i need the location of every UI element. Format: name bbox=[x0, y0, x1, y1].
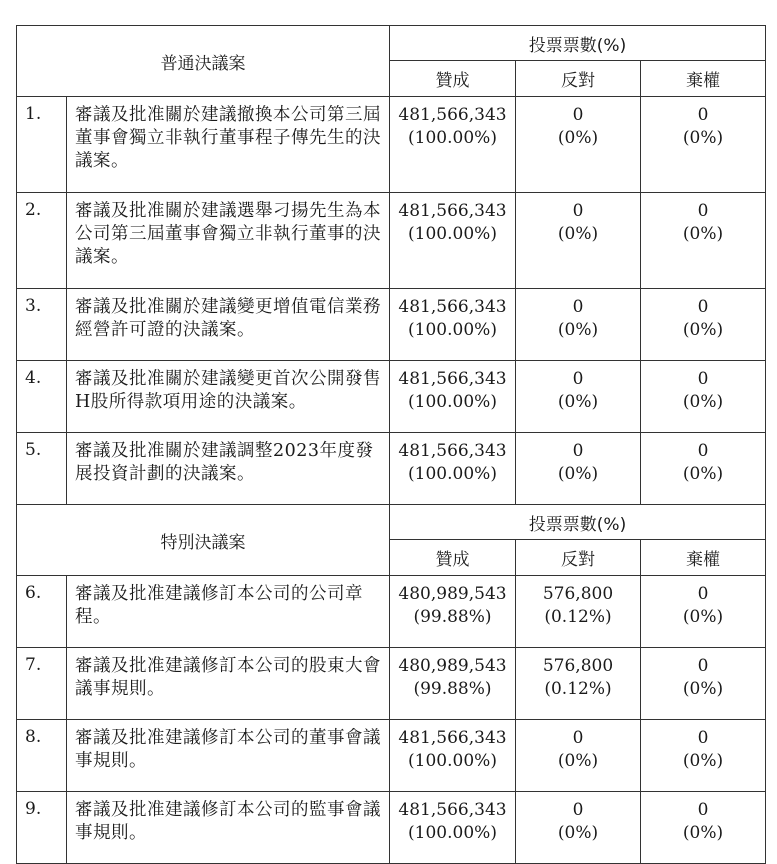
votes-for: 481,566,343 (100.00%) bbox=[390, 433, 516, 505]
resolution-number: 6. bbox=[17, 576, 67, 648]
resolution-text: 審議及批准建議修訂本公司的公司章程。 bbox=[67, 576, 390, 648]
votes-for: 481,566,343 (100.00%) bbox=[390, 97, 516, 193]
table-row bbox=[17, 720, 766, 792]
ordinary-resolutions-heading: 普通決議案 bbox=[17, 26, 390, 97]
votes-against: 0 (0%) bbox=[516, 433, 641, 505]
votes-against: 576,800 (0.12%) bbox=[516, 576, 641, 648]
resolution-number: 7. bbox=[17, 648, 67, 720]
votes-header: 投票票數(%) bbox=[390, 505, 766, 540]
votes-against: 0 (0%) bbox=[516, 193, 641, 289]
table-row bbox=[17, 648, 766, 720]
resolution-number: 4. bbox=[17, 361, 67, 433]
table-row bbox=[17, 289, 766, 361]
votes-for: 481,566,343 (100.00%) bbox=[390, 361, 516, 433]
votes-for: 480,989,543 (99.88%) bbox=[390, 576, 516, 648]
table-row bbox=[17, 576, 766, 648]
col-against-header: 反對 bbox=[516, 540, 641, 576]
votes-against: 0 (0%) bbox=[516, 720, 641, 792]
votes-for: 481,566,343 (100.00%) bbox=[390, 289, 516, 361]
resolution-number: 8. bbox=[17, 720, 67, 792]
votes-abstain: 0 (0%) bbox=[641, 97, 766, 193]
table-row bbox=[17, 433, 766, 505]
table-row bbox=[17, 193, 766, 289]
col-abstain-header: 棄權 bbox=[641, 61, 766, 97]
resolution-number: 1. bbox=[17, 97, 67, 193]
resolution-text: 審議及批准關於建議撤換本公司第三屆董事會獨立非執行董事程子傳先生的決議案。 bbox=[67, 97, 390, 193]
resolution-number: 3. bbox=[17, 289, 67, 361]
resolution-number: 9. bbox=[17, 792, 67, 864]
votes-against: 0 (0%) bbox=[516, 289, 641, 361]
votes-abstain: 0 (0%) bbox=[641, 193, 766, 289]
votes-header: 投票票數(%) bbox=[390, 26, 766, 61]
table-row bbox=[17, 792, 766, 864]
special-resolutions-heading: 特別決議案 bbox=[17, 505, 390, 576]
votes-against: 0 (0%) bbox=[516, 97, 641, 193]
resolution-text: 審議及批准建議修訂本公司的董事會議事規則。 bbox=[67, 720, 390, 792]
votes-abstain: 0 (0%) bbox=[641, 361, 766, 433]
voting-results-table bbox=[16, 25, 766, 864]
votes-abstain: 0 (0%) bbox=[641, 289, 766, 361]
resolution-number: 5. bbox=[17, 433, 67, 505]
votes-abstain: 0 (0%) bbox=[641, 792, 766, 864]
votes-against: 0 (0%) bbox=[516, 792, 641, 864]
col-against-header: 反對 bbox=[516, 61, 641, 97]
votes-for: 481,566,343 (100.00%) bbox=[390, 193, 516, 289]
resolution-number: 2. bbox=[17, 193, 67, 289]
table-row bbox=[17, 361, 766, 433]
resolution-text: 審議及批准建議修訂本公司的股東大會議事規則。 bbox=[67, 648, 390, 720]
resolution-text: 審議及批准關於建議變更首次公開發售H股所得款項用途的決議案。 bbox=[67, 361, 390, 433]
votes-abstain: 0 (0%) bbox=[641, 720, 766, 792]
votes-against: 576,800 (0.12%) bbox=[516, 648, 641, 720]
col-for-header: 贊成 bbox=[390, 61, 516, 97]
votes-abstain: 0 (0%) bbox=[641, 433, 766, 505]
resolution-text: 審議及批准關於建議調整2023年度發展投資計劃的決議案。 bbox=[67, 433, 390, 505]
resolution-text: 審議及批准關於建議選舉刁揚先生為本公司第三屆董事會獨立非執行董事的決議案。 bbox=[67, 193, 390, 289]
resolution-text: 審議及批准建議修訂本公司的監事會議事規則。 bbox=[67, 792, 390, 864]
table-row bbox=[17, 97, 766, 193]
votes-for: 481,566,343 (100.00%) bbox=[390, 720, 516, 792]
votes-abstain: 0 (0%) bbox=[641, 648, 766, 720]
col-abstain-header: 棄權 bbox=[641, 540, 766, 576]
resolution-text: 審議及批准關於建議變更增值電信業務經營許可證的決議案。 bbox=[67, 289, 390, 361]
votes-abstain: 0 (0%) bbox=[641, 576, 766, 648]
votes-for: 480,989,543 (99.88%) bbox=[390, 648, 516, 720]
votes-for: 481,566,343 (100.00%) bbox=[390, 792, 516, 864]
votes-against: 0 (0%) bbox=[516, 361, 641, 433]
col-for-header: 贊成 bbox=[390, 540, 516, 576]
